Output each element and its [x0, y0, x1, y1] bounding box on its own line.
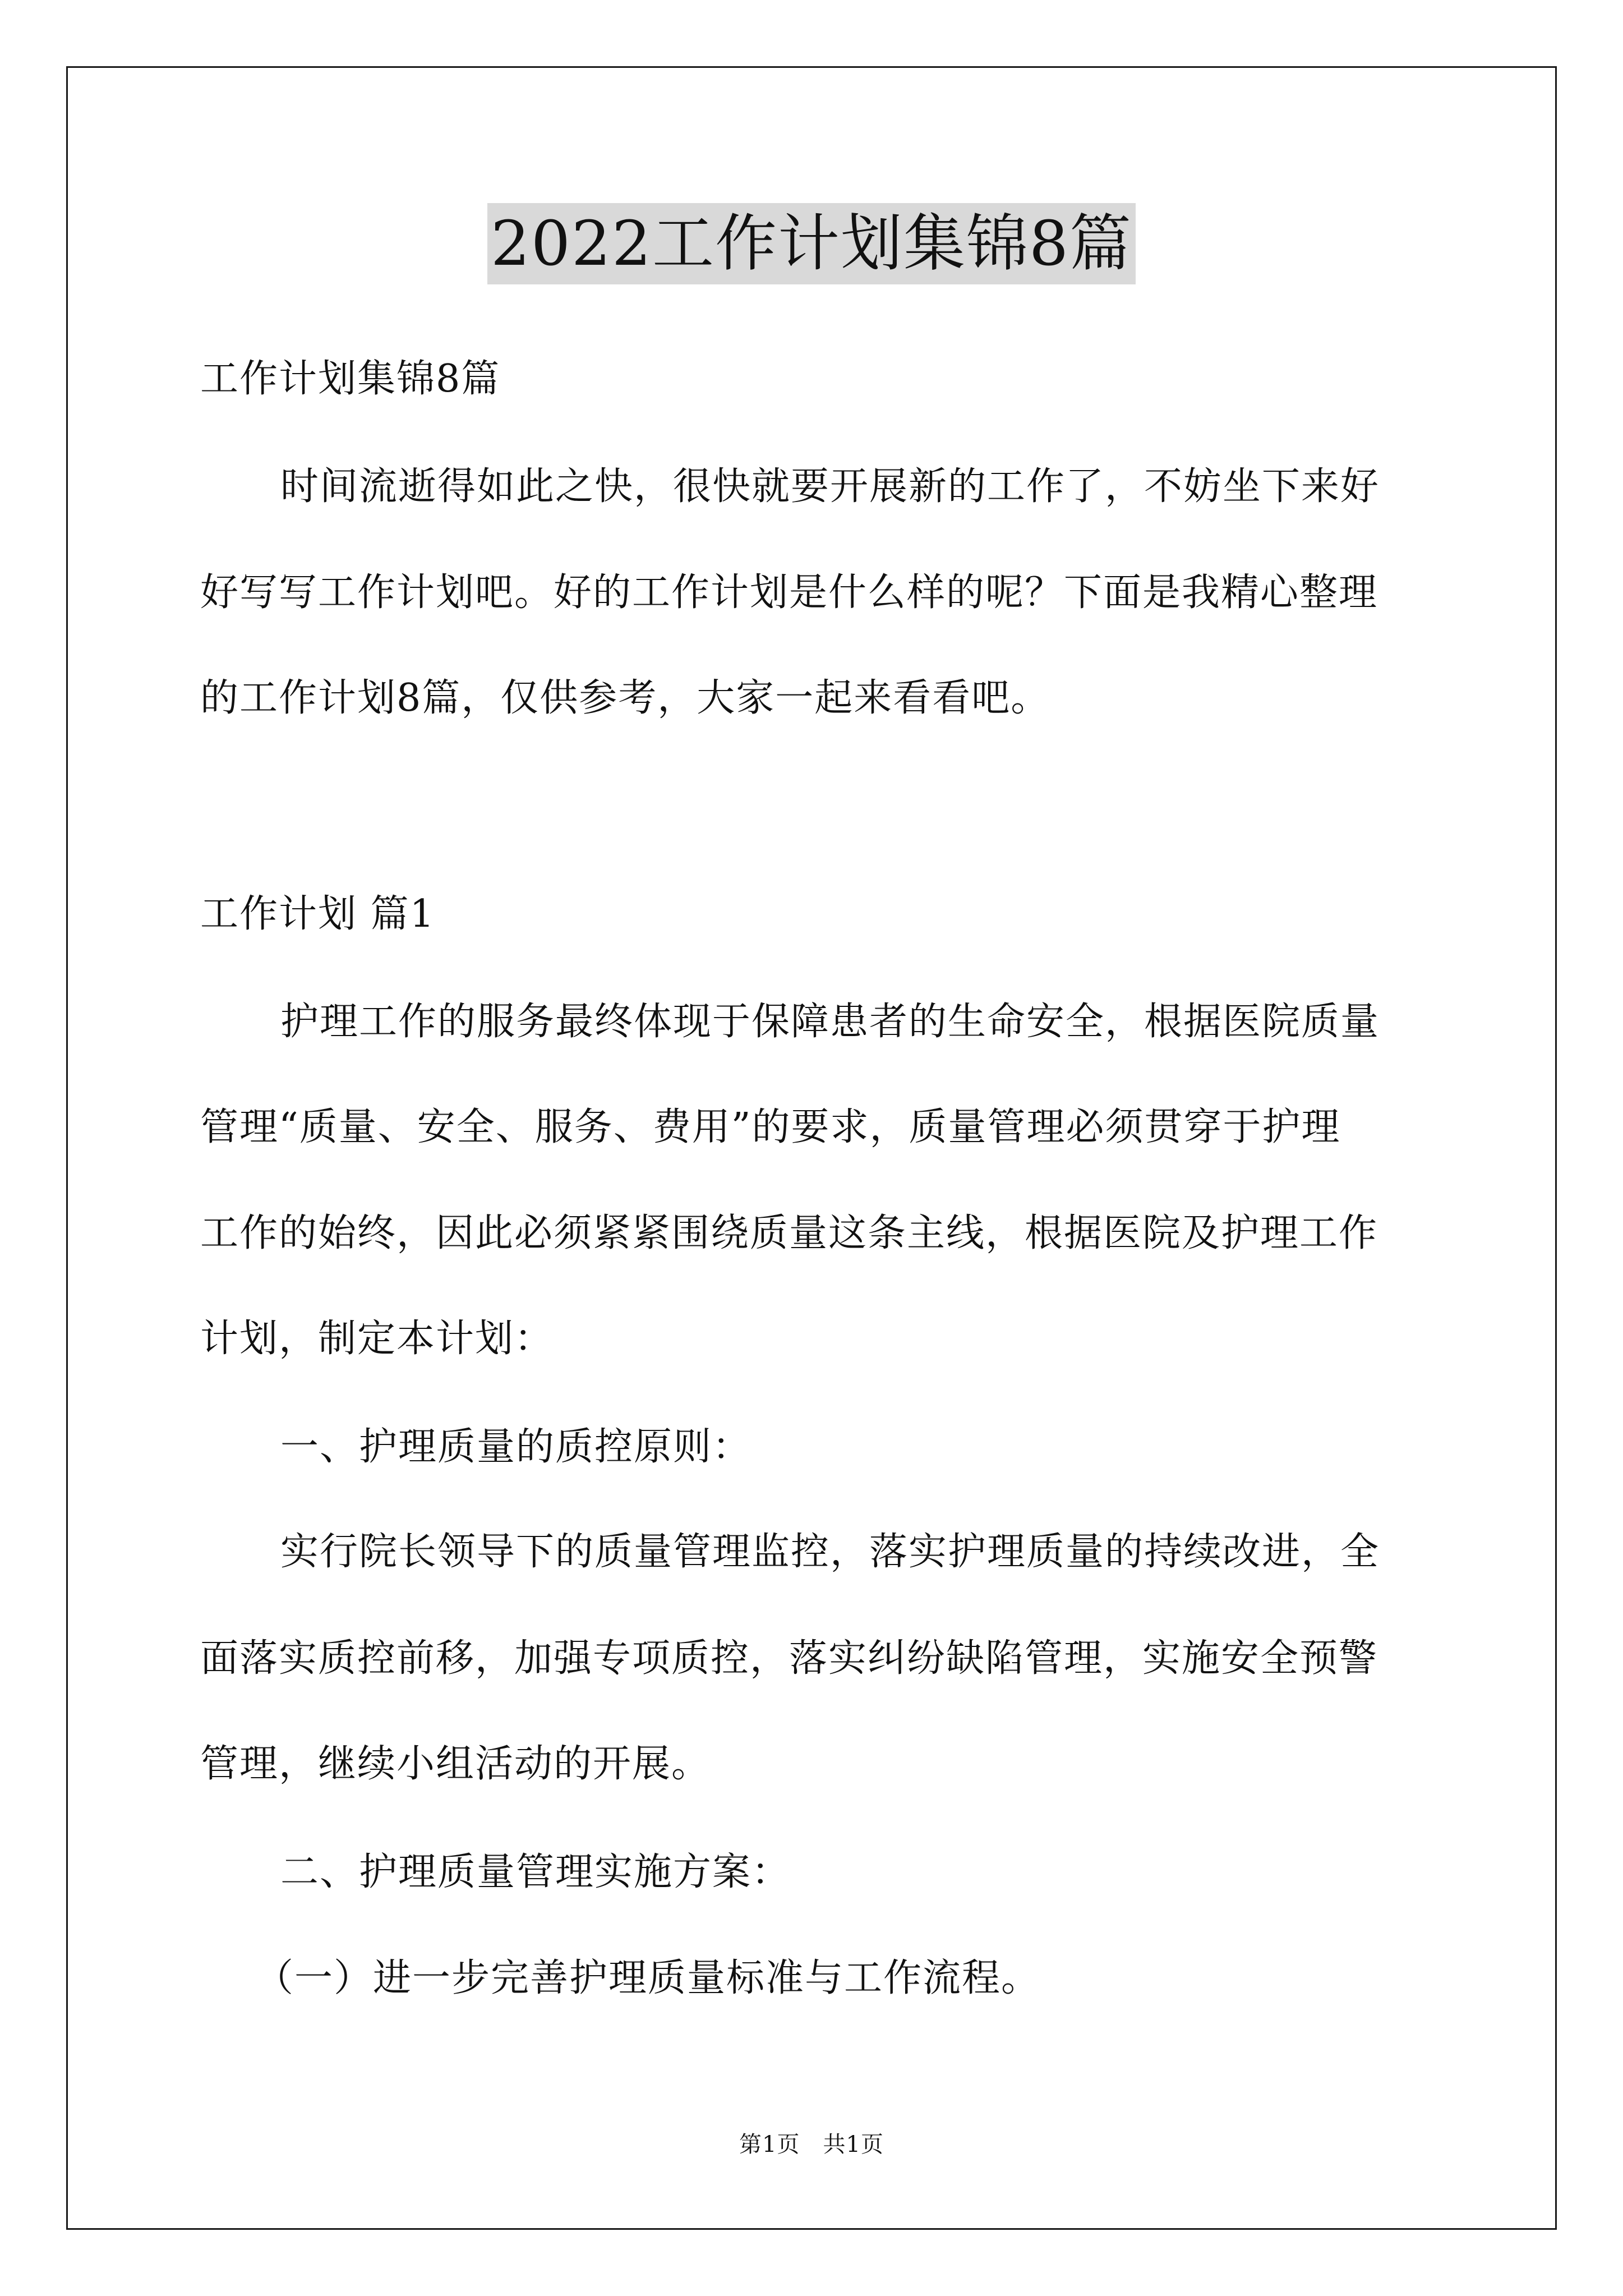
- para2-line-2: 面落实质控前移，加强专项质控，落实纠纷缺陷管理，实施安全预警: [200, 1636, 1378, 1681]
- list-item-2: 二、护理质量管理实施方案：: [280, 1850, 791, 1894]
- title-container: [0, 203, 1623, 284]
- para1-line-2: 管理“质量、安全、服务、费用”的要求，质量管理必须贯穿于护理: [200, 1105, 1341, 1149]
- para1-line-4: 计划，制定本计划：: [200, 1317, 554, 1361]
- intro-line-1: 时间流逝得如此之快，很快就要开展新的工作了，不妨坐下来好: [280, 464, 1380, 509]
- document-subtitle: 工作计划集锦8篇: [200, 357, 501, 401]
- para1-line-3: 工作的始终，因此必须紧紧围绕质量这条主线，根据医院及护理工作: [200, 1211, 1378, 1255]
- list-item-1: 一、护理质量的质控原则：: [280, 1425, 752, 1469]
- intro-line-3: 的工作计划8篇，仅供参考，大家一起来看看吧。: [200, 676, 1050, 720]
- para2-line-3: 管理，继续小组活动的开展。: [200, 1742, 711, 1786]
- para2-line-1: 实行院长领导下的质量管理监控，落实护理质量的持续改进，全: [280, 1530, 1380, 1574]
- intro-line-2: 好写写工作计划吧。好的工作计划是什么样的呢？下面是我精心整理: [200, 570, 1378, 615]
- section-heading: 工作计划 篇1: [200, 892, 435, 936]
- list-item-3: （一）进一步完善护理质量标准与工作流程。: [255, 1956, 1041, 2000]
- para1-line-1: 护理工作的服务最终体现于保障患者的生命安全，根据医院质量: [280, 1000, 1380, 1044]
- page-footer: 第1页 共1页: [739, 2132, 884, 2157]
- document-title: 2022工作计划集锦8篇: [487, 203, 1136, 284]
